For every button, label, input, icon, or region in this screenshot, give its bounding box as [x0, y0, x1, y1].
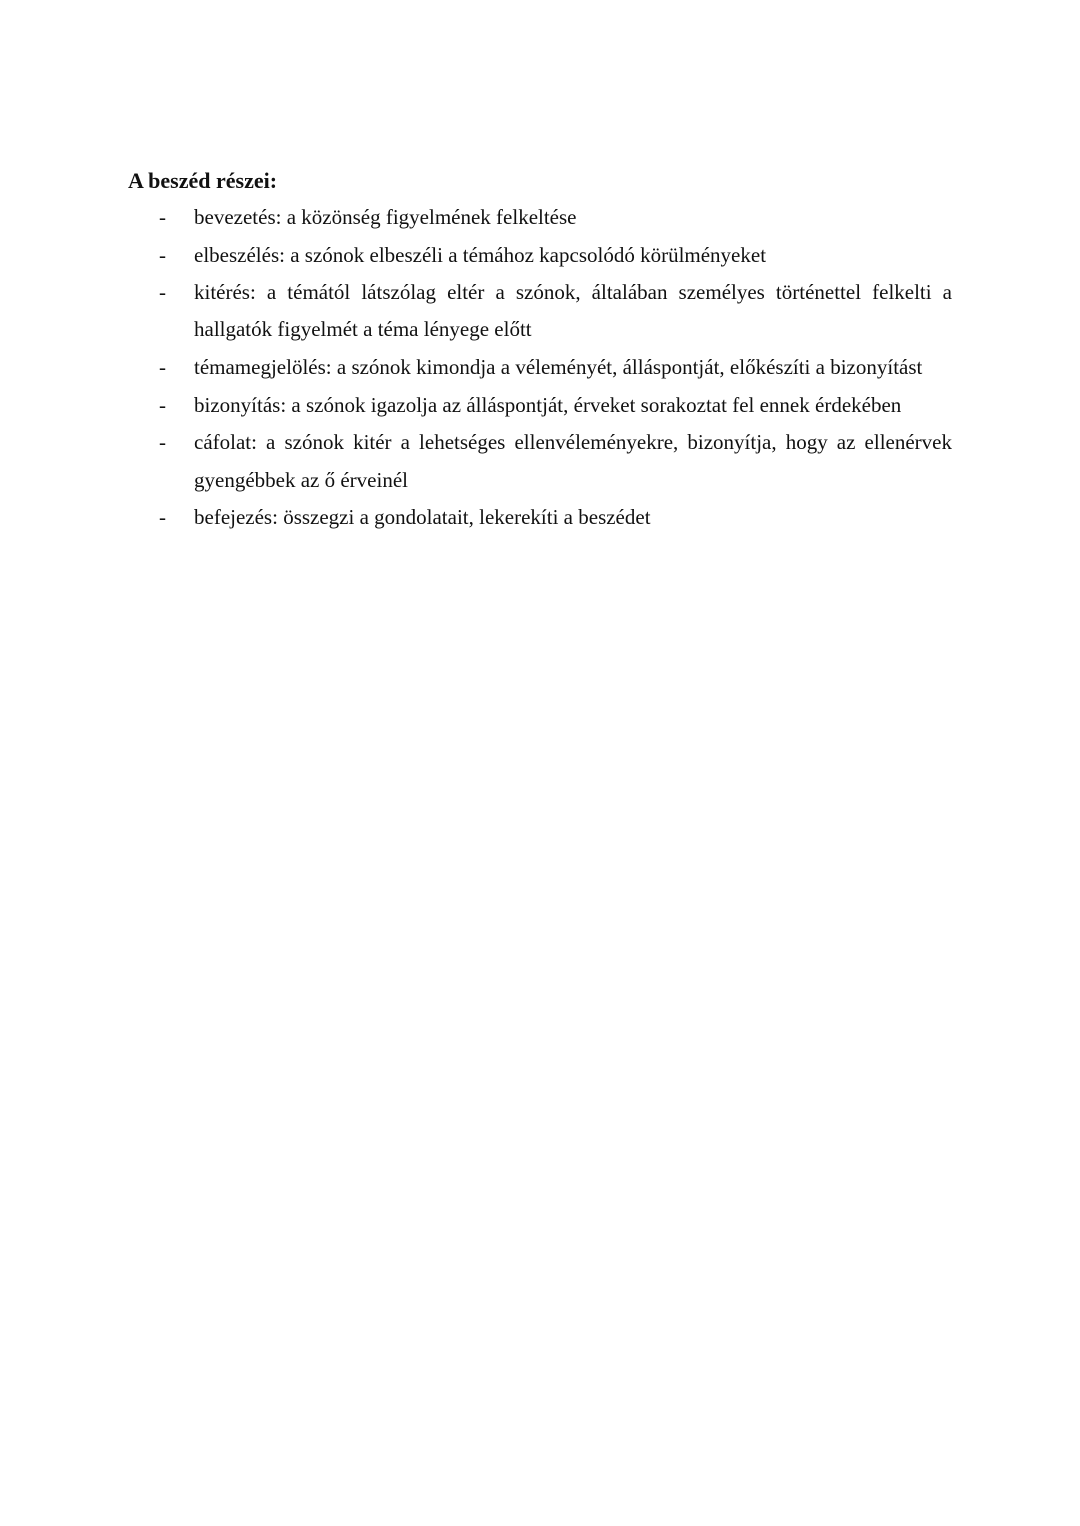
list-item-cafolat-line-1: cáfolat: a szónok kitér a lehetséges ellenvéleményekre, bizonyítja, hogy az ellenérvek: [194, 430, 952, 454]
list-bullet: -: [159, 205, 166, 229]
list-item-temamegjeloles: témamegjelölés: a szónok kimondja a véleményét, álláspontját, előkészíti a bizonyítást: [194, 355, 923, 379]
list-item-befejezes: befejezés: összegzi a gondolatait, lekerekíti a beszédet: [194, 505, 651, 529]
list-item-elbeszeles: elbeszélés: a szónok elbeszéli a témához kapcsolódó körülményeket: [194, 243, 767, 267]
list-bullet: -: [159, 243, 166, 267]
list-item-bevezetes: bevezetés: a közönség figyelmének felkeltése: [194, 205, 577, 229]
list-item-kiteres-line-1: kitérés: a témától látszólag eltér a szónok, általában személyes történettel felkelti a: [194, 280, 952, 304]
list-item-bizonyitas: bizonyítás: a szónok igazolja az álláspontját, érveket sorakoztat fel ennek érdekében: [194, 393, 902, 417]
list-item-kiteres-line-2: hallgatók figyelmét a téma lényege előtt: [194, 317, 532, 341]
list-bullet: -: [159, 393, 166, 417]
list-bullet: -: [159, 505, 166, 529]
list-item-cafolat-line-2: gyengébbek az ő érveinél: [194, 468, 408, 492]
section-heading: A beszéd részei:: [128, 168, 278, 193]
list-bullet: -: [159, 280, 166, 304]
list-bullet: -: [159, 430, 166, 454]
list-bullet: -: [159, 355, 166, 379]
